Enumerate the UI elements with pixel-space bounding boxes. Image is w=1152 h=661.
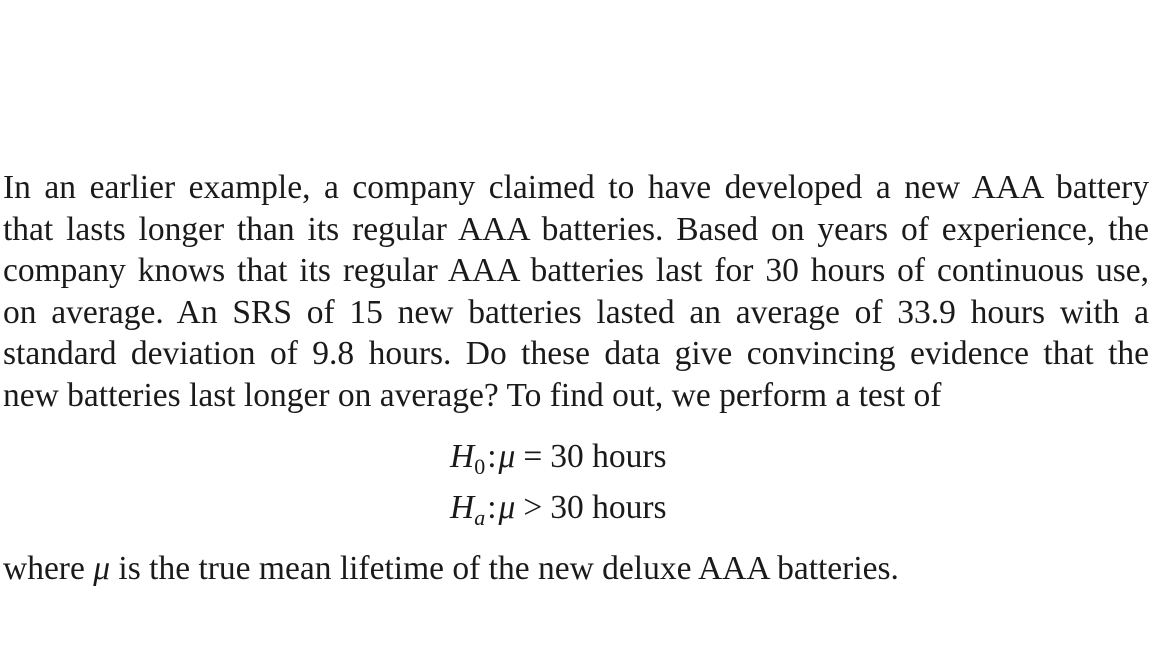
equals-relation: =: [523, 438, 543, 475]
greater-than-relation: >: [523, 489, 543, 526]
paragraph-line-6: new batteries last longer on average? To find out, we perform a test of: [3, 376, 942, 414]
mu-symbol: μ: [93, 550, 111, 587]
definition-line: [3, 548, 1149, 590]
problem-paragraph: [3, 167, 1149, 416]
hypothesis-value: 30 hours: [550, 489, 667, 526]
alternative-hypothesis: [450, 487, 667, 532]
hypothesis-colon: :: [487, 489, 497, 526]
hypothesis-subscript: a: [474, 505, 486, 530]
mu-symbol: μ: [498, 438, 516, 475]
paragraph-line-1: In an earlier example, a company claimed to have developed a new AAA battery: [3, 169, 1149, 206]
definition-sentence: [3, 548, 1149, 590]
paragraph-line-5: standard deviation of 9.8 hours. Do these data give convincing evidence that the: [3, 335, 1149, 372]
definition-text-before: where: [3, 550, 94, 587]
definition-text-after: is the true mean lifetime of the new deluxe AAA batteries.: [110, 550, 899, 587]
hypothesis-subscript: 0: [474, 454, 486, 479]
hypothesis-symbol: H: [450, 489, 475, 526]
paragraph-line-3: company knows that its regular AAA batteries last for 30 hours of continuous use,: [3, 252, 1149, 289]
mu-symbol: μ: [498, 489, 516, 526]
hypothesis-value: 30 hours: [550, 438, 667, 475]
paragraph-line-2: that lasts longer than its regular AAA batteries. Based on years of experience, the: [3, 210, 1149, 248]
paragraph-line-4: on average. An SRS of 15 new batteries lasted an average of 33.9 hours with a: [3, 293, 1149, 331]
hypothesis-colon: :: [487, 438, 497, 475]
hypothesis-symbol: H: [450, 438, 475, 475]
null-hypothesis: [450, 436, 667, 481]
